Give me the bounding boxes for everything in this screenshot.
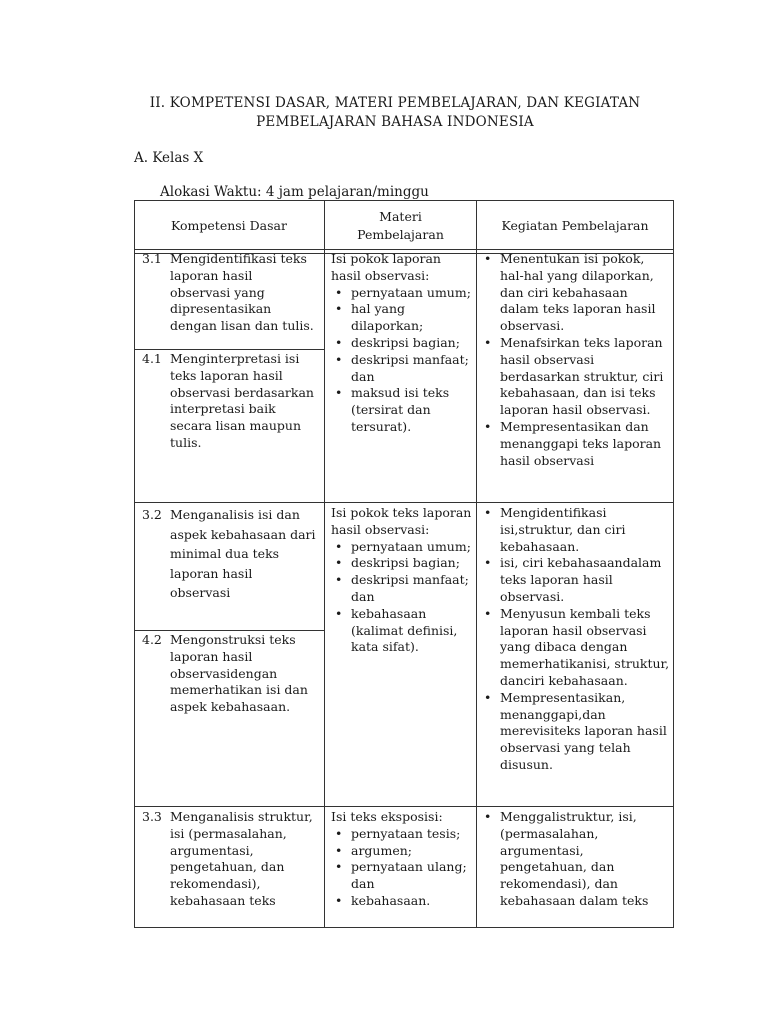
list-item: • deskripsi bagian; — [331, 335, 473, 352]
header-kompetensi-dasar: Kompetensi Dasar — [171, 218, 287, 233]
list-item: • kebahasaan. — [331, 893, 473, 910]
kd-3-2 — [142, 505, 316, 603]
list-item: • argumen; — [331, 843, 473, 860]
list-item: • isi, ciri kebahasaandalam teks laporan hasil observasi. — [480, 555, 670, 605]
kd-text: Menganalisis struktur, isi (permasalahan, argumentasi, pengetahuan, dan rekomendasi), kebahasaan teks — [170, 809, 313, 908]
kd-text: Mengidentifikasi teks laporan hasil observasi yang dipresentasikan dengan lisan dan tulis. — [170, 251, 314, 334]
kd-4-2 — [142, 632, 316, 716]
kd-text: Mengonstruksi teks laporan hasil observasidengan memerhatikan isi dan aspek kebahasaan. — [170, 632, 308, 715]
header-kegiatan: Kegiatan Pembelajaran — [501, 218, 649, 233]
list-item: • pernyataan ulang; dan — [331, 859, 473, 893]
header-materi-line2: Pembelajaran — [357, 227, 444, 242]
list-item: • Menggalistruktur, isi,(permasalahan, argumentasi, pengetahuan, dan rekomendasi), dan kebahasaan dalam teks — [480, 809, 670, 910]
materi-row3 — [331, 809, 473, 910]
kd-number: 3.3 — [142, 809, 162, 824]
time-allocation: Alokasi Waktu: 4 jam pelajaran/minggu — [160, 184, 429, 200]
materi-intro: Isi teks eksposisi: — [331, 809, 443, 824]
section-heading-line2: PEMBELAJARAN BAHASA INDONESIA — [256, 114, 534, 130]
list-item: • Mempresentasikan dan menanggapi teks laporan hasil observasi — [480, 419, 670, 469]
list-item: • maksud isi teks (tersirat dan tersurat). — [331, 385, 473, 435]
list-item: • pernyataan tesis; — [331, 826, 473, 843]
kegiatan-row3 — [480, 809, 670, 910]
kd-3-3 — [142, 809, 316, 910]
list-item: • deskripsi manfaat; dan — [331, 572, 473, 606]
materi-row1 — [331, 251, 473, 436]
list-item: • pernyataan umum; — [331, 285, 473, 302]
list-item: • Mengidentifikasi isi,struktur, dan ciri kebahasaan. — [480, 505, 670, 555]
subsection-title: A. Kelas X — [134, 150, 204, 166]
list-item: • Mempresentasikan, menanggapi,dan merevisiteks laporan hasil observasi yang telah disusun. — [480, 690, 670, 774]
list-item: • hal yang dilaporkan; — [331, 301, 473, 335]
kd-text: Menginterpretasi isi teks laporan hasil observasi berdasarkan interpretasi baik secara lisan maupun tulis. — [170, 351, 314, 450]
materi-row2 — [331, 505, 473, 656]
kegiatan-row2 — [480, 505, 670, 774]
kd-number: 3.2 — [142, 507, 162, 522]
list-item: • pernyataan umum; — [331, 539, 473, 556]
competency-table — [134, 200, 674, 928]
section-heading-line1: II. KOMPETENSI DASAR, MATERI PEMBELAJARAN, DAN KEGIATAN — [149, 95, 641, 111]
kd-3-1 — [142, 251, 316, 335]
kd-number: 3.1 — [142, 251, 162, 266]
list-item: • deskripsi manfaat; dan — [331, 352, 473, 386]
list-item: • kebahasaan (kalimat definisi, kata sifat). — [331, 606, 473, 656]
kd-4-1 — [142, 351, 316, 452]
kegiatan-row1 — [480, 251, 670, 469]
materi-intro: Isi pokok teks laporan hasil observasi: — [331, 505, 472, 537]
list-item: • deskripsi bagian; — [331, 555, 473, 572]
list-item: • Menafsirkan teks laporan hasil observasi berdasarkan struktur, ciri kebahasaan, dan isi teks laporan hasil observasi. — [480, 335, 670, 419]
kd-number: 4.2 — [142, 632, 162, 647]
header-materi-line1: Materi — [379, 209, 422, 224]
list-item: • Menyusun kembali teks laporan hasil observasi yang dibaca dengan memerhatikanisi, struktur, danciri kebahasaan. — [480, 606, 670, 690]
materi-intro: Isi pokok laporan hasil observasi: — [331, 251, 441, 283]
list-item: • Menentukan isi pokok, hal-hal yang dilaporkan, dan ciri kebahasaan dalam teks laporan hasil observasi. — [480, 251, 670, 335]
kd-number: 4.1 — [142, 351, 162, 366]
kd-text: Menganalisis isi dan aspek kebahasaan dari minimal dua teks laporan hasil observasi — [170, 507, 316, 600]
